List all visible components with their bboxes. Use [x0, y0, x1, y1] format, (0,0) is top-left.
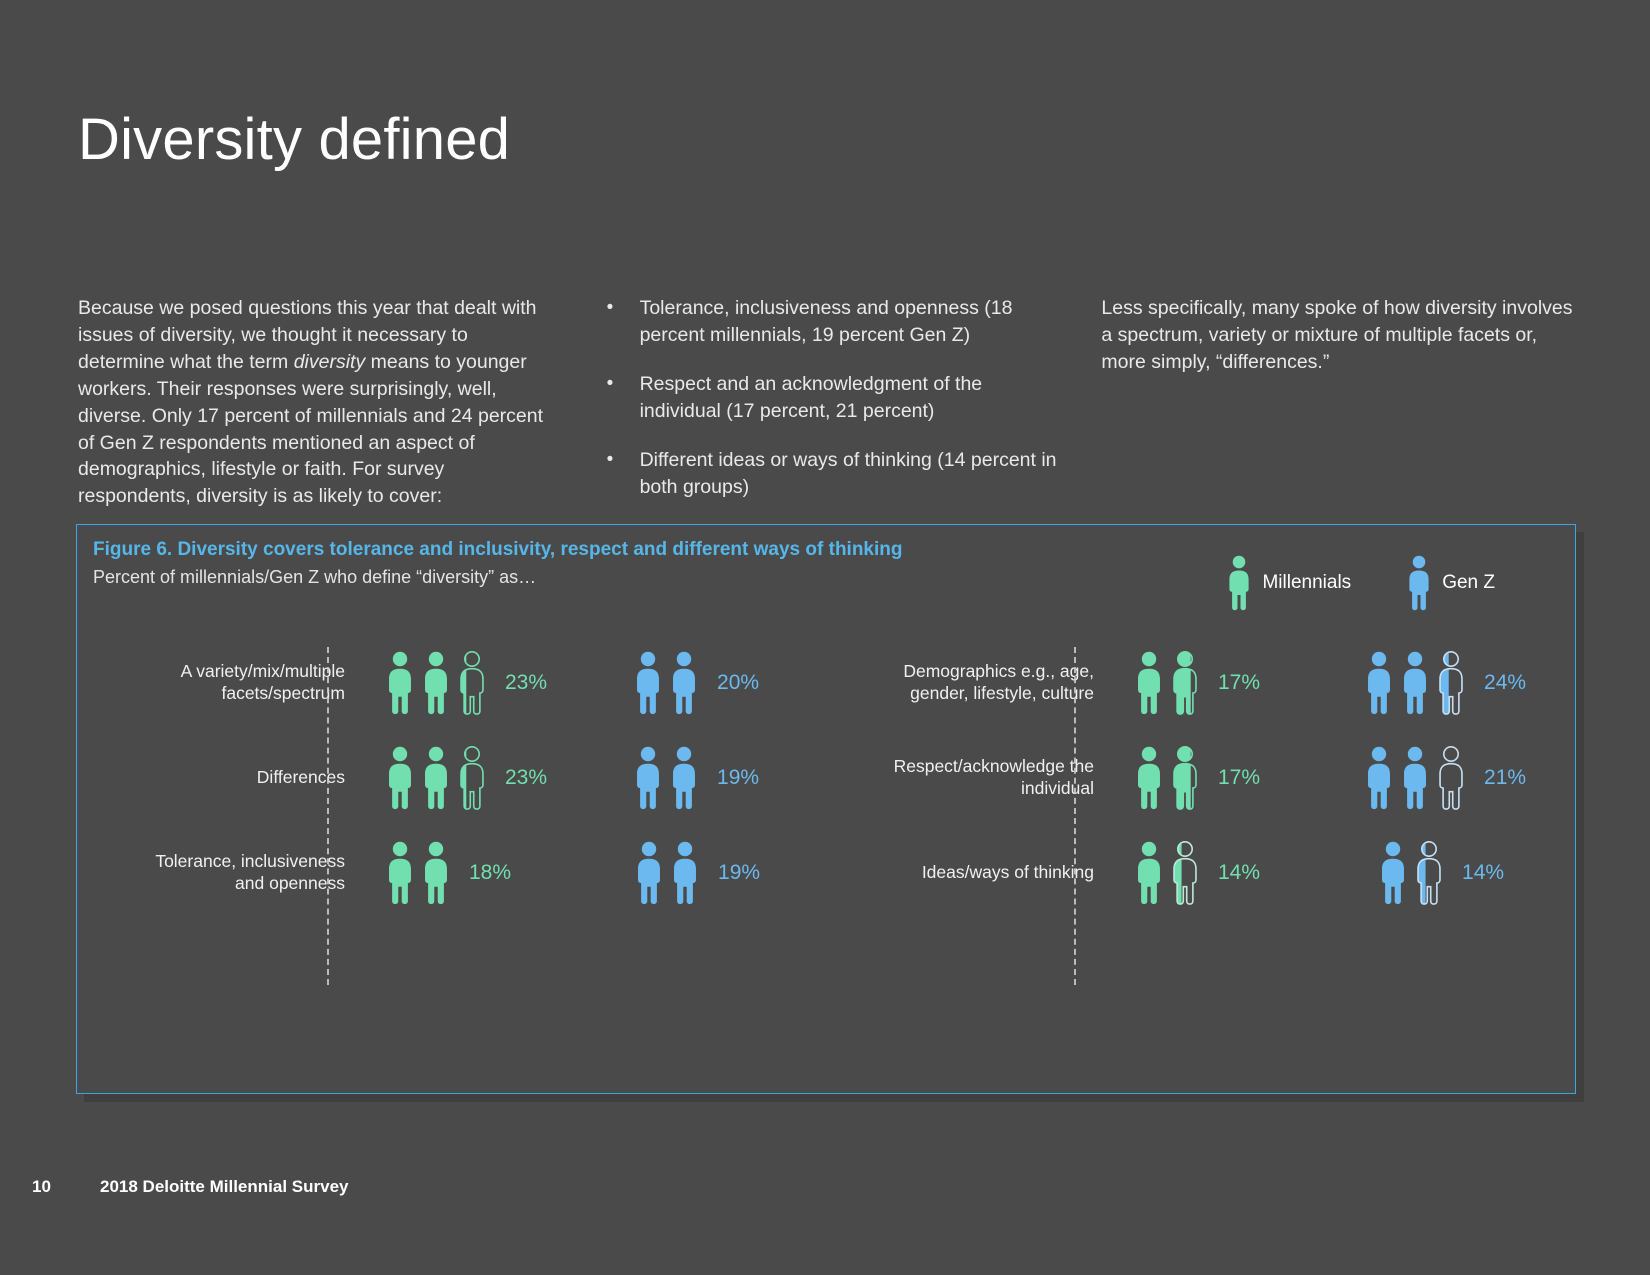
person-icon-partial — [1436, 651, 1466, 715]
person-icon — [1400, 746, 1430, 810]
pictogram-millennials — [385, 841, 451, 905]
chart-group-genz — [615, 651, 759, 715]
person-icon — [421, 746, 451, 810]
body-columns — [78, 295, 1578, 510]
bullet-text: Tolerance, inclusiveness and openness (18 percent millennials, 19 percent Gen Z) — [639, 297, 1013, 346]
chart-value-millennials: 23% — [505, 670, 548, 694]
chart-value-millennials: 17% — [1218, 670, 1261, 694]
person-icon — [385, 841, 415, 905]
chart-group-genz — [1346, 746, 1526, 810]
person-icon — [1400, 651, 1430, 715]
chart-panel-left — [77, 635, 826, 975]
person-icon — [1364, 746, 1394, 810]
pictogram-genz — [1378, 841, 1444, 905]
pictogram-genz — [1364, 746, 1466, 810]
closing-paragraph: Less specifically, many spoke of how diversity involves a spectrum, variety or mixture of multiple facets or, more simply, “differences.” — [1101, 297, 1573, 373]
pictogram-millennials — [1134, 746, 1200, 810]
chart-group-genz — [1346, 651, 1526, 715]
figure-panel — [76, 524, 1576, 1094]
pictogram-genz — [634, 841, 700, 905]
legend-label-genz: Gen Z — [1442, 572, 1495, 593]
chart-row — [137, 635, 826, 730]
chart-value-millennials: 14% — [1218, 860, 1261, 884]
bullet-text: Respect and an acknowledgment of the individual (17 percent, 21 percent) — [639, 372, 983, 422]
chart-value-genz: 24% — [1484, 670, 1527, 694]
axis-divider-left — [327, 647, 329, 985]
chart-value-genz: 19% — [718, 860, 761, 884]
chart-row — [886, 635, 1575, 730]
chart-group-millennials — [1116, 746, 1260, 810]
pictogram-millennials — [385, 651, 487, 715]
person-icon-partial — [1436, 746, 1466, 810]
intro-paragraph-column — [78, 295, 595, 510]
person-icon — [421, 651, 451, 715]
person-icon — [1406, 555, 1432, 611]
chart-group-genz — [1360, 841, 1504, 905]
chart-area — [77, 635, 1575, 975]
figure-title: Figure 6. Diversity covers tolerance and inclusivity, respect and different ways of thinking — [93, 539, 903, 560]
chart-panel-right — [826, 635, 1575, 975]
chart-group-millennials — [367, 746, 547, 810]
chart-row-label: Tolerance, inclusiveness and openness — [155, 850, 345, 893]
bullet-dot-icon: • — [606, 448, 614, 470]
page-number: 10 — [32, 1177, 51, 1196]
bullet-dot-icon: • — [606, 372, 614, 394]
pictogram-millennials — [1134, 841, 1200, 905]
chart-row — [137, 730, 826, 825]
chart-group-genz — [616, 841, 760, 905]
person-icon — [633, 746, 663, 810]
legend-item-millennials — [1226, 555, 1351, 611]
chart-value-genz: 19% — [717, 765, 760, 789]
figure-subtitle: Percent of millennials/Gen Z who define “diversity” as… — [93, 567, 537, 587]
axis-divider-right — [1074, 647, 1076, 985]
chart-row — [137, 825, 826, 920]
person-icon — [669, 651, 699, 715]
bullet-dot-icon: • — [606, 297, 614, 318]
list-item — [595, 371, 1062, 425]
intro-paragraph — [78, 295, 555, 510]
person-icon — [385, 651, 415, 715]
pictogram-genz — [633, 651, 699, 715]
closing-paragraph-column — [1101, 295, 1578, 510]
person-icon — [634, 841, 664, 905]
intro-paragraph-part-1: Because we posed questions this year that dealt with issues of diversity, we thought it necessary to determine what the term — [78, 297, 537, 373]
legend-item-genz — [1406, 555, 1495, 611]
chart-value-millennials: 23% — [505, 765, 548, 789]
person-icon — [421, 841, 451, 905]
person-icon — [1364, 651, 1394, 715]
chart-row-label: A variety/mix/multiple facets/spectrum — [180, 660, 345, 703]
chart-value-genz: 20% — [717, 670, 760, 694]
person-icon — [1134, 746, 1164, 810]
chart-row-label: Ideas/ways of thinking — [921, 861, 1094, 882]
chart-value-genz: 14% — [1462, 860, 1505, 884]
person-icon — [670, 841, 700, 905]
chart-row-label: Demographics e.g., age, gender, lifestyle, culture — [903, 660, 1094, 703]
person-icon-partial — [457, 746, 487, 810]
person-icon-partial — [1414, 841, 1444, 905]
chart-legend — [1171, 555, 1495, 611]
bullet-list — [595, 295, 1062, 500]
chart-value-millennials: 17% — [1218, 765, 1261, 789]
person-icon — [1378, 841, 1408, 905]
chart-group-millennials — [1116, 841, 1260, 905]
pictogram-millennials — [385, 746, 487, 810]
person-icon-partial — [457, 651, 487, 715]
chart-group-millennials — [1116, 651, 1260, 715]
intro-paragraph-part-2: means to younger workers. Their responses were surprisingly, well, diverse. Only 17 percent of millennials and 24 percent of Gen Z respondents mentioned an aspect of demographics, lifestyle or faith. For survey respondents, diversity is as likely to cover: — [78, 350, 544, 508]
pictogram-millennials — [1134, 651, 1200, 715]
chart-row — [886, 730, 1575, 825]
pictogram-genz — [1364, 651, 1466, 715]
person-icon — [1134, 841, 1164, 905]
bullet-column — [595, 295, 1102, 510]
legend-label-millennials: Millennials — [1262, 572, 1352, 593]
footer-title: 2018 Deloitte Millennial Survey — [100, 1177, 349, 1196]
person-icon — [1134, 651, 1164, 715]
person-icon-partial — [1170, 746, 1200, 810]
chart-row — [886, 825, 1575, 920]
chart-group-genz — [615, 746, 759, 810]
list-item — [595, 295, 1062, 349]
person-icon — [1226, 555, 1252, 611]
chart-row-label: Differences — [256, 766, 345, 787]
intro-paragraph-emphasis: diversity — [293, 350, 366, 373]
person-icon — [633, 651, 663, 715]
page-title: Diversity defined — [78, 107, 511, 172]
chart-group-millennials — [367, 651, 547, 715]
chart-row-label: Respect/acknowledge the individual — [893, 755, 1094, 798]
pictogram-genz — [633, 746, 699, 810]
chart-value-millennials: 18% — [469, 860, 512, 884]
person-icon-partial — [1170, 841, 1200, 905]
person-icon-partial — [1170, 651, 1200, 715]
chart-value-genz: 21% — [1484, 765, 1527, 789]
person-icon — [385, 746, 415, 810]
person-icon — [669, 746, 699, 810]
list-item — [595, 447, 1062, 501]
chart-group-millennials — [367, 841, 511, 905]
bullet-text: Different ideas or ways of thinking (14 percent in both groups) — [639, 448, 1057, 498]
